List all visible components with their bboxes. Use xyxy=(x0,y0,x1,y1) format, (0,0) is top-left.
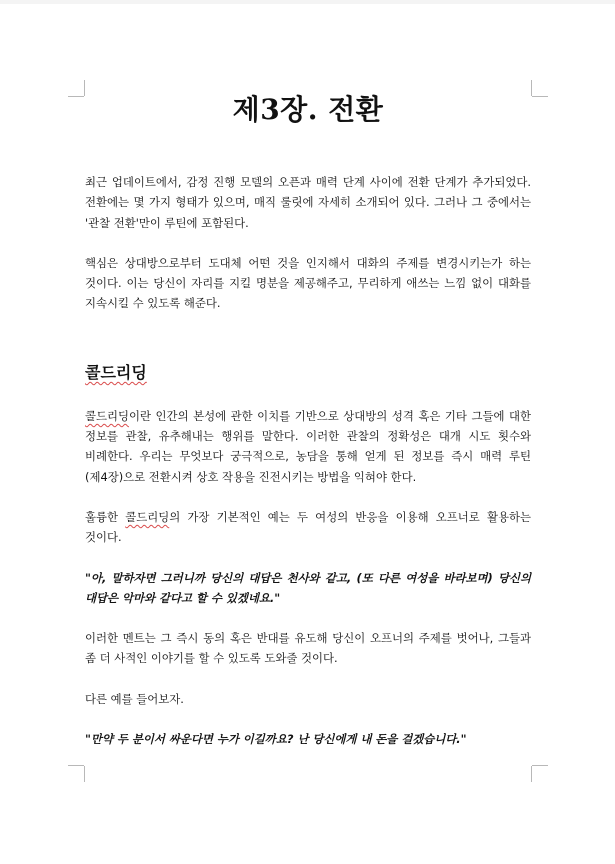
crop-mark-bottom-left-v xyxy=(84,766,85,782)
section-paragraph-1: 콜드리딩이란 인간의 본성에 관한 이치를 기반으로 상대방의 성격 혹은 기타 그들에 대한 정보를 관찰, 유추해내는 행위를 말한다. 이러한 관찰의 정확성은 대개 시도 횟수와 비례한다. 우리는 무엇보다 궁극적으로, 농담을 통해 얻게 된 정보를 즉시 매력 루틴(제4장)으로 전환시켜 상호 작용을 진전시키는 방법을 익혀야 한다. xyxy=(85,408,531,484)
section-heading xyxy=(85,360,531,386)
crop-mark-bottom-right-v xyxy=(531,766,532,782)
intro-paragraph-1: 최근 업데이트에서, 감정 진행 모델의 오픈과 매력 단계 사이에 전환 단계가 추가되었다. 전환에는 몇 가지 형태가 있으며, 매직 룰릿에 자세히 소개되어 있다. 그러나 그 중에서는 '관찰 전환'만이 루틴에 포함된다. xyxy=(85,175,531,230)
crop-mark-top-right-v xyxy=(531,80,532,96)
top-scroll-edge xyxy=(0,0,615,4)
crop-mark-top-left-h xyxy=(68,96,84,97)
crop-mark-top-right-h xyxy=(532,96,548,97)
section-paragraph-4: 다른 예를 들어보자. xyxy=(85,691,184,706)
spelling-flagged-term: 콜드리딩 xyxy=(85,408,130,423)
crop-mark-bottom-left-h xyxy=(68,765,84,766)
section-heading-text: 콜드리딩 xyxy=(85,362,147,382)
intro-paragraph-2: 핵심은 상대방으로부터 도대체 어떤 것을 인지해서 대화의 주제를 변경시키는가 하는 것이다. 이는 당신이 자리를 지킬 명분을 제공해주고, 무리하게 애쓰는 느낌 없이 대화를 지속시킬 수 있도록 해준다. xyxy=(85,255,531,311)
document-page[interactable] xyxy=(85,90,531,749)
crop-mark-bottom-right-h xyxy=(532,765,548,766)
quote-example-2: "만약 두 분이서 싸운다면 누가 이길까요? 난 당신에게 내 돈을 걸겠습니다." xyxy=(85,732,467,747)
spelling-flagged-term: 콜드리딩 xyxy=(125,509,170,524)
chapter-title: 제3장. 전환 xyxy=(232,93,384,126)
section-paragraph-2: 훌륭한 콜드리딩의 가장 기본적인 예는 두 여성의 반응을 이용해 오프너로 활용하는 것이다. xyxy=(85,509,531,545)
section-paragraph-3: 이러한 멘트는 그 즉시 동의 혹은 반대를 유도해 당신이 오프너의 주제를 벗어나, 그들과 좀 더 사적인 이야기를 할 수 있도록 도와줄 것이다. xyxy=(85,631,531,666)
quote-example-1: "아, 말하자면 그러니까 당신의 대답은 천사와 같고, (또 다른 여성을 바라보며) 당신의 대답은 악마와 같다고 할 수 있겠네요." xyxy=(85,570,531,605)
